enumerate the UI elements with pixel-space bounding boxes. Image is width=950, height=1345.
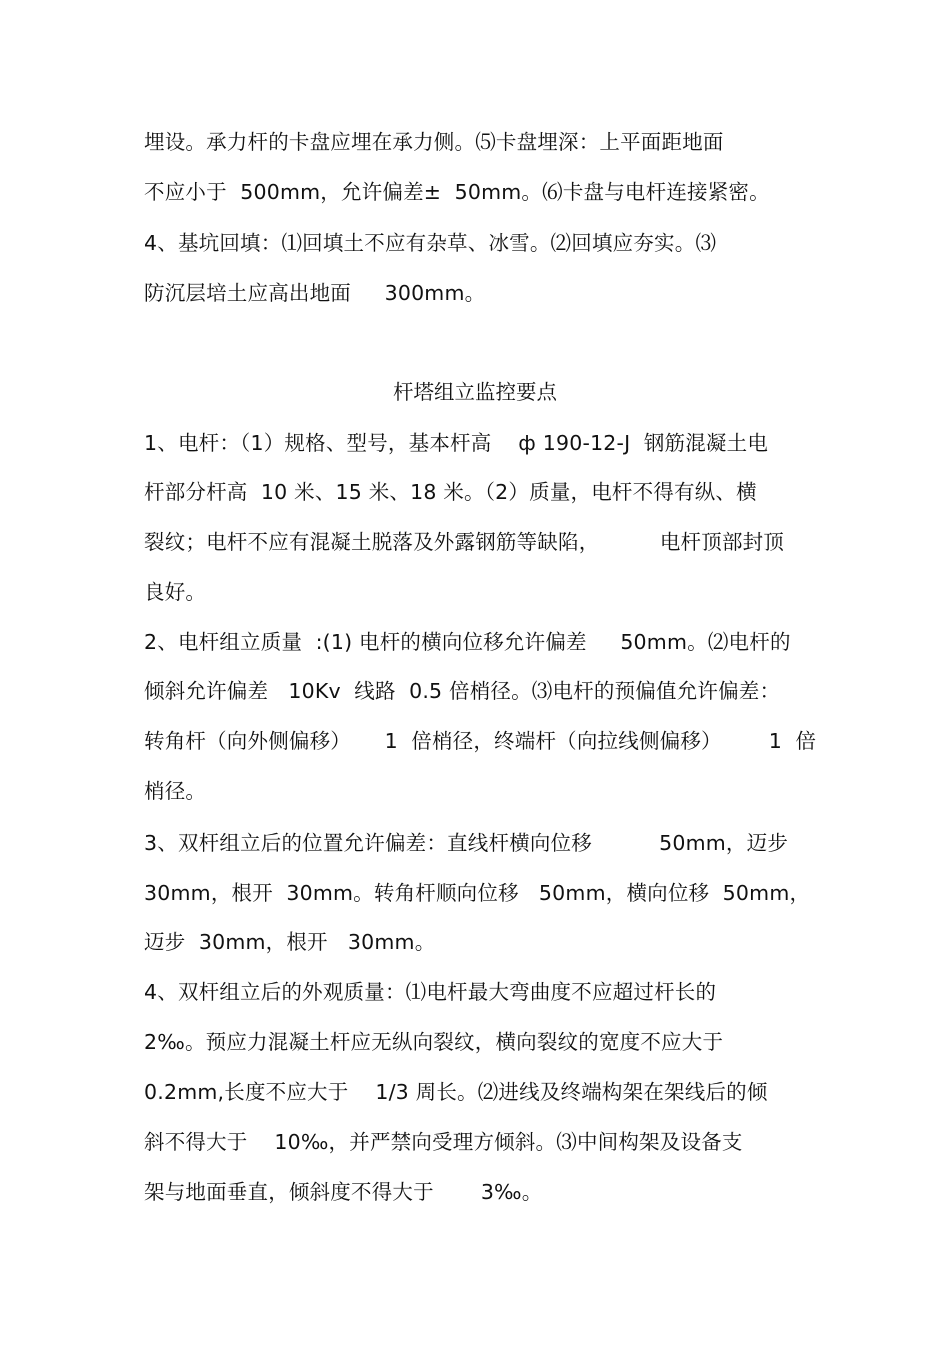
body-line-10: 30mm，根开 30mm。转角杆顺向位移 50mm，横向位移 50mm， bbox=[144, 881, 811, 905]
body-line-14: 0.2mm,长度不应大于 1/3 周长。⑵进线及终端构架在架线后的倾 bbox=[144, 1080, 768, 1104]
body-line-12: 4、双杆组立后的外观质量：⑴电杆最大弯曲度不应超过杆长的 bbox=[144, 980, 717, 1004]
body-line-5: 2、电杆组立质量 :(1) 电杆的横向位移允许偏差 50mm。⑵电杆的 bbox=[144, 630, 791, 654]
body-line-8: 梢径。 bbox=[144, 779, 207, 803]
body-line-2: 杆部分杆高 10 米、15 米、18 米。（2）质量，电杆不得有纵、横 bbox=[144, 480, 757, 504]
body-line-9: 3、双杆组立后的位置允许偏差：直线杆横向位移 50mm，迈步 bbox=[144, 831, 789, 855]
intro-line-3: 4、基坑回填：⑴回填土不应有杂草、冰雪。⑵回填应夯实。⑶ bbox=[144, 231, 717, 255]
body-line-15: 斜不得大于 10‰，并严禁向受理方倾斜。⑶中间构架及设备支 bbox=[144, 1130, 743, 1154]
intro-line-2: 不应小于 500mm，允许偏差± 50mm。⑹卡盘与电杆连接紧密。 bbox=[144, 180, 770, 204]
intro-line-4: 防沉层培土应高出地面 300mm。 bbox=[144, 281, 486, 305]
body-line-16: 架与地面垂直，倾斜度不得大于 3‰。 bbox=[144, 1180, 543, 1204]
section-title: 杆塔组立监控要点 bbox=[393, 380, 557, 404]
body-line-4: 良好。 bbox=[144, 580, 207, 604]
intro-line-1: 埋设。承力杆的卡盘应埋在承力侧。⑸卡盘埋深：上平面距地面 bbox=[144, 130, 724, 154]
body-line-6: 倾斜允许偏差 10Kv 线路 0.5 倍梢径。⑶电杆的预偏值允许偏差： bbox=[144, 679, 781, 703]
body-line-13: 2‰。预应力混凝土杆应无纵向裂纹，横向裂纹的宽度不应大于 bbox=[144, 1030, 724, 1054]
body-line-3: 裂纹；电杆不应有混凝土脱落及外露钢筋等缺陷， 电杆顶部封顶 bbox=[144, 530, 785, 554]
body-line-11: 迈步 30mm，根开 30mm。 bbox=[144, 930, 436, 954]
body-line-7: 转角杆（向外侧偏移） 1 倍梢径，终端杆（向拉线侧偏移） 1 倍 bbox=[144, 729, 817, 753]
body-line-1: 1、电杆：（1）规格、型号，基本杆高 ф 190-12-J 钢筋混凝土电 bbox=[144, 431, 769, 455]
